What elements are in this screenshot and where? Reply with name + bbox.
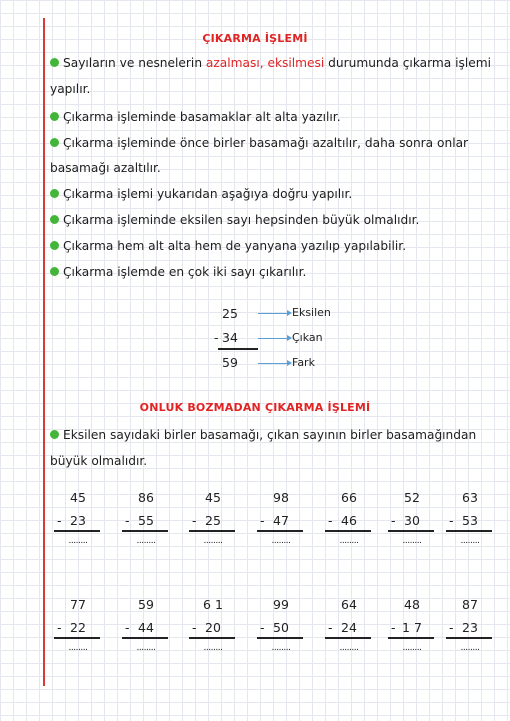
minus-sign: - (125, 620, 130, 635)
answer-blank[interactable]: ........ (339, 643, 359, 653)
green-bullet-icon (50, 241, 59, 250)
rule-text: Çıkarma işlemi yukarıdan aşağıya doğru yapılır. (63, 187, 353, 201)
minus-sign: - (391, 513, 396, 528)
page-margin-line (43, 18, 45, 686)
rule-line (50, 187, 352, 201)
subtrahend-value: 46 (341, 513, 357, 528)
minus-sign: - (57, 513, 62, 528)
minus-sign: - (391, 620, 396, 635)
subtrahend-value: 24 (341, 620, 357, 635)
subtraction-terms-diagram (214, 303, 354, 378)
minuend-label: Eksilen (292, 306, 331, 319)
rule-text: büyük olmalıdır. (50, 454, 148, 468)
result-line (388, 637, 434, 639)
rule-text: yapılır. (50, 82, 91, 96)
answer-blank[interactable]: ........ (402, 643, 422, 653)
answer-blank[interactable]: ........ (203, 536, 223, 546)
minuend-value: 6 1 (203, 597, 223, 612)
answer-blank[interactable]: ........ (339, 536, 359, 546)
highlight-text: azalması, eksilmesi (205, 56, 325, 70)
difference-value: 59 (222, 355, 238, 370)
arrow-right-icon (258, 338, 288, 339)
minuend-value: 48 (404, 597, 420, 612)
green-bullet-icon (50, 189, 59, 198)
result-line (122, 637, 168, 639)
minus-sign: - (260, 620, 265, 635)
rule-text: Çıkarma işlemde en çok iki sayı çıkarılır. (63, 265, 307, 279)
answer-blank[interactable]: ........ (203, 643, 223, 653)
rule-line (50, 213, 419, 227)
result-line (388, 530, 434, 532)
minuend-value: 77 (70, 597, 86, 612)
minuend-value: 25 (222, 306, 238, 321)
result-line (218, 348, 258, 350)
minus-sign: - (449, 620, 454, 635)
minuend-value: 52 (404, 490, 420, 505)
green-bullet-icon (50, 430, 59, 439)
result-line (257, 637, 303, 639)
answer-blank[interactable]: ........ (271, 643, 291, 653)
subtrahend-value: 23 (70, 513, 86, 528)
minus-sign: - (214, 330, 219, 345)
minuend-value: 98 (273, 490, 289, 505)
rule-line (50, 82, 90, 96)
answer-blank[interactable]: ........ (460, 536, 480, 546)
minus-sign: - (260, 513, 265, 528)
section-title-2: ONLUK BOZMADAN ÇIKARMA İŞLEMİ (139, 401, 371, 414)
minus-sign: - (125, 513, 130, 528)
answer-blank[interactable]: ........ (402, 536, 422, 546)
result-line (54, 530, 100, 532)
minuend-value: 87 (462, 597, 478, 612)
subtrahend-value: 22 (70, 620, 86, 635)
minuend-value: 45 (205, 490, 221, 505)
subtrahend-value: 44 (138, 620, 154, 635)
minus-sign: - (328, 513, 333, 528)
difference-label: Fark (292, 356, 315, 369)
result-line (446, 637, 492, 639)
green-bullet-icon (50, 112, 59, 121)
minus-sign: - (192, 513, 197, 528)
subtrahend-value: 30 (404, 513, 420, 528)
rule-line (50, 56, 491, 70)
minus-sign: - (192, 620, 197, 635)
minuend-value: 64 (341, 597, 357, 612)
green-bullet-icon (50, 267, 59, 276)
result-line (122, 530, 168, 532)
result-line (189, 530, 235, 532)
minus-sign: - (449, 513, 454, 528)
rule-line (50, 110, 341, 124)
subtrahend-value: 55 (138, 513, 154, 528)
subtrahend-value: 23 (462, 620, 478, 635)
section-title: ÇIKARMA İŞLEMİ (202, 32, 308, 45)
result-line (189, 637, 235, 639)
rule-text: basamağı azaltılır. (50, 161, 161, 175)
subtrahend-value: 25 (205, 513, 221, 528)
rule-line (50, 136, 468, 150)
rule-line (50, 239, 406, 253)
minuend-value: 86 (138, 490, 154, 505)
green-bullet-icon (50, 138, 59, 147)
result-line (54, 637, 100, 639)
rule-text: durumunda çıkarma işlemi (324, 56, 492, 70)
answer-blank[interactable]: ........ (136, 536, 156, 546)
subtrahend-value: 1 7 (402, 620, 422, 635)
minuend-value: 63 (462, 490, 478, 505)
rule-text: Çıkarma işleminde eksilen sayı hepsinden büyük olmalıdır. (63, 213, 420, 227)
subtrahend-label: Çıkan (292, 331, 323, 344)
minuend-value: 59 (138, 597, 154, 612)
rule-line (50, 265, 306, 279)
answer-blank[interactable]: ........ (136, 643, 156, 653)
minuend-value: 45 (70, 490, 86, 505)
rule-text: Çıkarma işleminde basamaklar alt alta yazılır. (63, 110, 341, 124)
minus-sign: - (328, 620, 333, 635)
answer-blank[interactable]: ........ (68, 643, 88, 653)
minuend-value: 99 (273, 597, 289, 612)
arrow-right-icon (258, 313, 288, 314)
minus-sign: - (57, 620, 62, 635)
answer-blank[interactable]: ........ (271, 536, 291, 546)
subtrahend-value: 34 (222, 330, 238, 345)
answer-blank[interactable]: ........ (68, 536, 88, 546)
rule-text: Çıkarma işleminde önce birler basamağı azaltılır, daha sonra onlar (63, 136, 469, 150)
rule-text: Eksilen sayıdaki birler basamağı, çıkan sayının birler basamağından (63, 428, 477, 442)
rule-line (50, 428, 476, 442)
result-line (325, 530, 371, 532)
rule-line (50, 161, 161, 175)
result-line (257, 530, 303, 532)
minuend-value: 66 (341, 490, 357, 505)
green-bullet-icon (50, 215, 59, 224)
answer-blank[interactable]: ........ (460, 643, 480, 653)
result-line (446, 530, 492, 532)
arrow-right-icon (258, 363, 288, 364)
subtrahend-value: 53 (462, 513, 478, 528)
subtrahend-value: 20 (205, 620, 221, 635)
rule-line (50, 454, 147, 468)
result-line (325, 637, 371, 639)
rule-text: Sayıların ve nesnelerin (63, 56, 206, 70)
subtrahend-value: 50 (273, 620, 289, 635)
subtrahend-value: 47 (273, 513, 289, 528)
green-bullet-icon (50, 58, 59, 67)
rule-text: Çıkarma hem alt alta hem de yanyana yazılıp yapılabilir. (63, 239, 407, 253)
